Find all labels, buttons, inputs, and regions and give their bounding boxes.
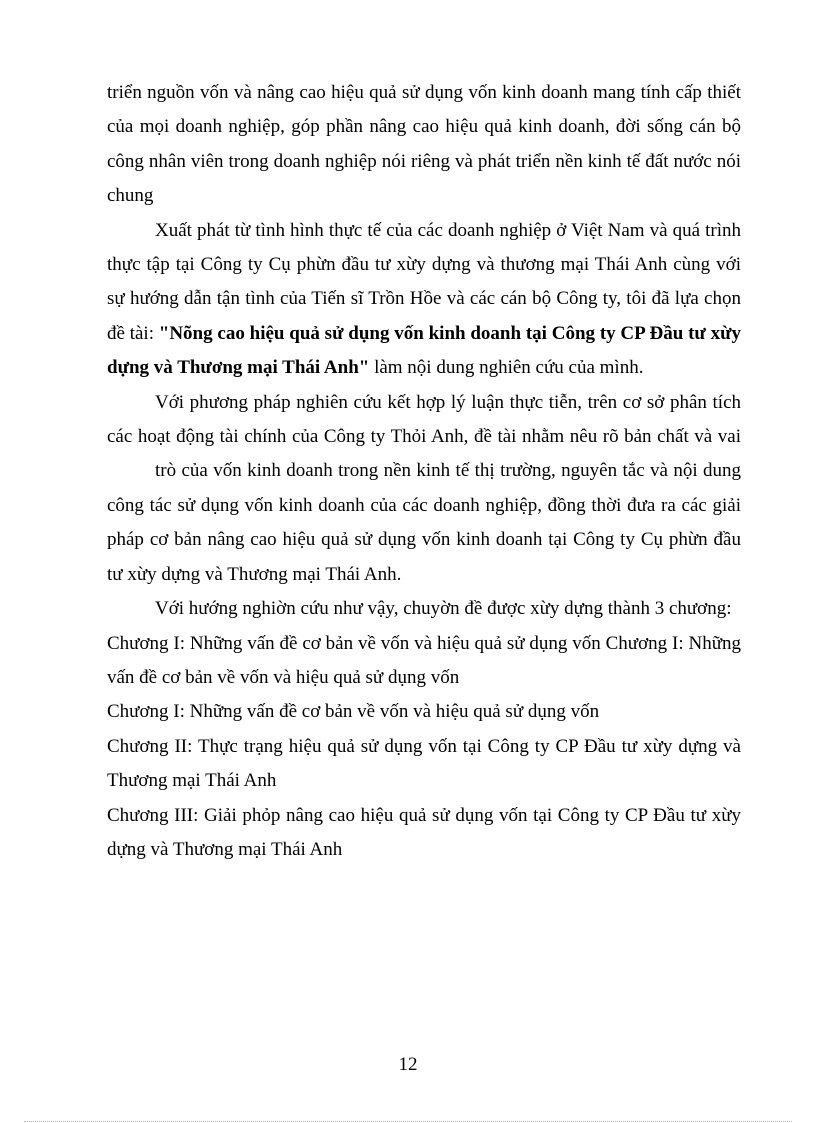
page-number: 12 bbox=[398, 1054, 418, 1075]
paragraph-origin-text: Xuất phát từ tình hình thực tế của các doanh nghiệp ở Việt Nam và quá trình thực tập tại Công ty Cụ phừn đầu tư xừy dựng và thương mại Thái Anh cùng với sự hướng dẫn tận tình của Tiến sĩ Trồn Hồe và các cán bộ Công ty, tôi đã lựa chọn đề tài: bbox=[107, 219, 741, 344]
paragraph-method-line-1: Với phương pháp nghiên cứu kết hợp lý luận thực tiễn, trên cơ sở phân tích bbox=[155, 391, 741, 413]
body-text bbox=[107, 76, 741, 867]
page-bottom-border bbox=[24, 1121, 792, 1122]
chapter-2: Chương II: Thực trạng hiệu quả sử dụng vốn tại Công ty CP Đầu tư xừy dựng và Thương mại Thái Anh bbox=[107, 735, 741, 792]
paragraph-structure: Với hướng nghiờn cứu như vậy, chuyờn đề được xừy dựng thành 3 chương: bbox=[155, 598, 732, 620]
chapter-1: Chương I: Những vấn đề cơ bản về vốn và hiệu quả sử dụng vốn bbox=[107, 701, 600, 723]
paragraph-origin-tail: làm nội dung nghiên cứu của mình. bbox=[369, 357, 644, 379]
paragraph-role: trò của vốn kinh doanh trong nền kinh tế thị trường, nguyên tắc và nội dung công tác sử dụng vốn kinh doanh của các doanh nghiệp, đồng thời đưa ra các giải pháp cơ bản nâng cao hiệu quả sử dụng vốn kinh doanh tại Công ty Cụ phừn đầu tư xừy dựng và Thương mại Thái Anh. bbox=[107, 460, 741, 585]
paragraph-origin bbox=[107, 214, 741, 386]
thesis-title: "Nõng cao hiệu quả sử dụng vốn kinh doanh tại Công ty CP Đầu tư xừy dựng và Thương mại Thái Anh" bbox=[107, 322, 741, 379]
paragraph-method-line-2: các hoạt động tài chính của Công ty Thỏi Anh, đề tài nhằm nêu rõ bản chất và vai bbox=[107, 426, 741, 448]
paragraph-continuation: triển nguồn vốn và nâng cao hiệu quả sử dụng vốn kinh doanh mang tính cấp thiết của mọi doanh nghiệp, góp phần nâng cao hiệu quả kinh doanh, đời sống cán bộ công nhân viên trong doanh nghiệp nói riêng và phát triển nền kinh tế đất nước nói chung bbox=[107, 82, 741, 207]
chapter-1-repeated: Chương I: Những vấn đề cơ bản về vốn và hiệu quả sử dụng vốn Chương I: Những vấn đề cơ bản về vốn và hiệu quả sử dụng vốn bbox=[107, 632, 741, 688]
chapter-3: Chương III: Giải phỏp nâng cao hiệu quả sử dụng vốn tại Công ty CP Đầu tư xừy dựng và Thương mại Thái Anh bbox=[107, 804, 741, 860]
